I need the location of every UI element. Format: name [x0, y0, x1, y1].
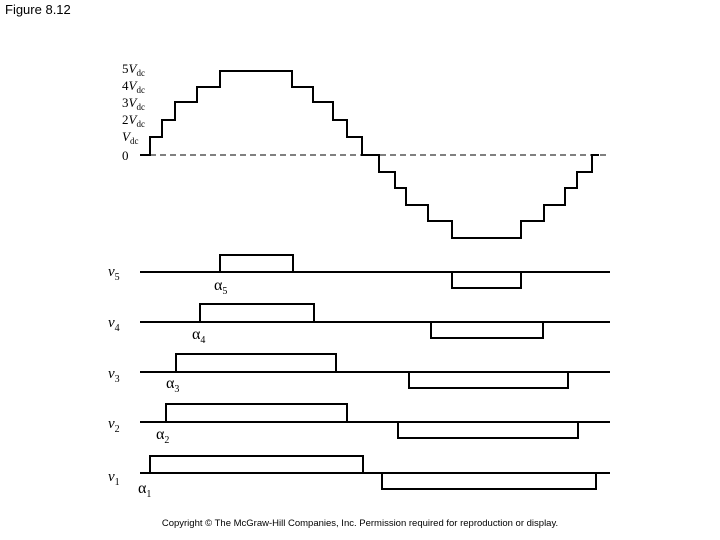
cell-waveform-v3	[108, 354, 610, 395]
level-subscript: dc	[136, 119, 145, 129]
staircase-waveform	[122, 61, 610, 238]
v1-positive-pulse	[150, 456, 363, 473]
v5-negative-pulse	[452, 272, 521, 288]
level-coef: 3	[122, 95, 129, 110]
level-symbol: V	[128, 112, 137, 127]
svg-text:2Vdc	[122, 112, 145, 129]
cell-waveform-v2	[108, 404, 610, 446]
svg-text:5Vdc	[122, 61, 145, 78]
v5-positive-pulse	[220, 255, 293, 272]
alpha2-label: $\alpha_2$	[156, 426, 170, 446]
level-symbol: V	[128, 61, 137, 76]
v4-positive-pulse	[200, 304, 314, 322]
level-coef: 4	[122, 78, 129, 93]
level-label-vdc	[122, 129, 138, 146]
v2-negative-pulse	[398, 422, 578, 438]
level-label-3vdc	[122, 95, 145, 112]
v1-negative-pulse	[382, 473, 596, 489]
level-subscript: dc	[136, 102, 145, 112]
level-label-2vdc	[122, 112, 145, 129]
v3-positive-pulse	[176, 354, 336, 372]
level-label-4vdc	[122, 78, 145, 95]
copyright-notice: Copyright © The McGraw-Hill Companies, Inc. Permission required for reproduction or display.	[161, 518, 559, 529]
svg-text:4Vdc	[122, 78, 145, 95]
cell-waveform-v1	[108, 456, 610, 500]
v3-label: $v_3$	[108, 366, 120, 385]
alpha5-label: $\alpha_5$	[214, 277, 228, 297]
level-subscript: dc	[136, 85, 145, 95]
level-subscript: dc	[129, 136, 139, 146]
cell-waveform-v5	[108, 255, 610, 297]
figure-title: Figure 8.12	[5, 2, 71, 17]
svg-text:Vdc	[122, 129, 138, 146]
alpha1-label: $\alpha_1$	[138, 480, 152, 500]
v4-negative-pulse	[431, 322, 543, 338]
alpha4-label: $\alpha_4$	[192, 326, 206, 346]
v2-positive-pulse	[166, 404, 347, 422]
level-coef: 2	[122, 112, 129, 127]
v1-label: $v_1$	[108, 469, 120, 488]
v4-label: $v_4$	[108, 315, 120, 334]
level-symbol: V	[128, 95, 137, 110]
level-coef: 5	[122, 61, 129, 76]
cell-waveform-v4	[108, 304, 610, 346]
v5-label: $v_5$	[108, 264, 120, 283]
level-symbol: V	[122, 129, 130, 144]
level-subscript: dc	[136, 68, 145, 78]
v2-label: $v_2$	[108, 416, 120, 435]
level-symbol: V	[128, 78, 137, 93]
zero-label: 0	[122, 148, 129, 163]
level-label-5vdc	[122, 61, 145, 78]
svg-text:3Vdc	[122, 95, 145, 112]
alpha3-label: $\alpha_3$	[166, 375, 180, 395]
v3-negative-pulse	[409, 372, 568, 388]
